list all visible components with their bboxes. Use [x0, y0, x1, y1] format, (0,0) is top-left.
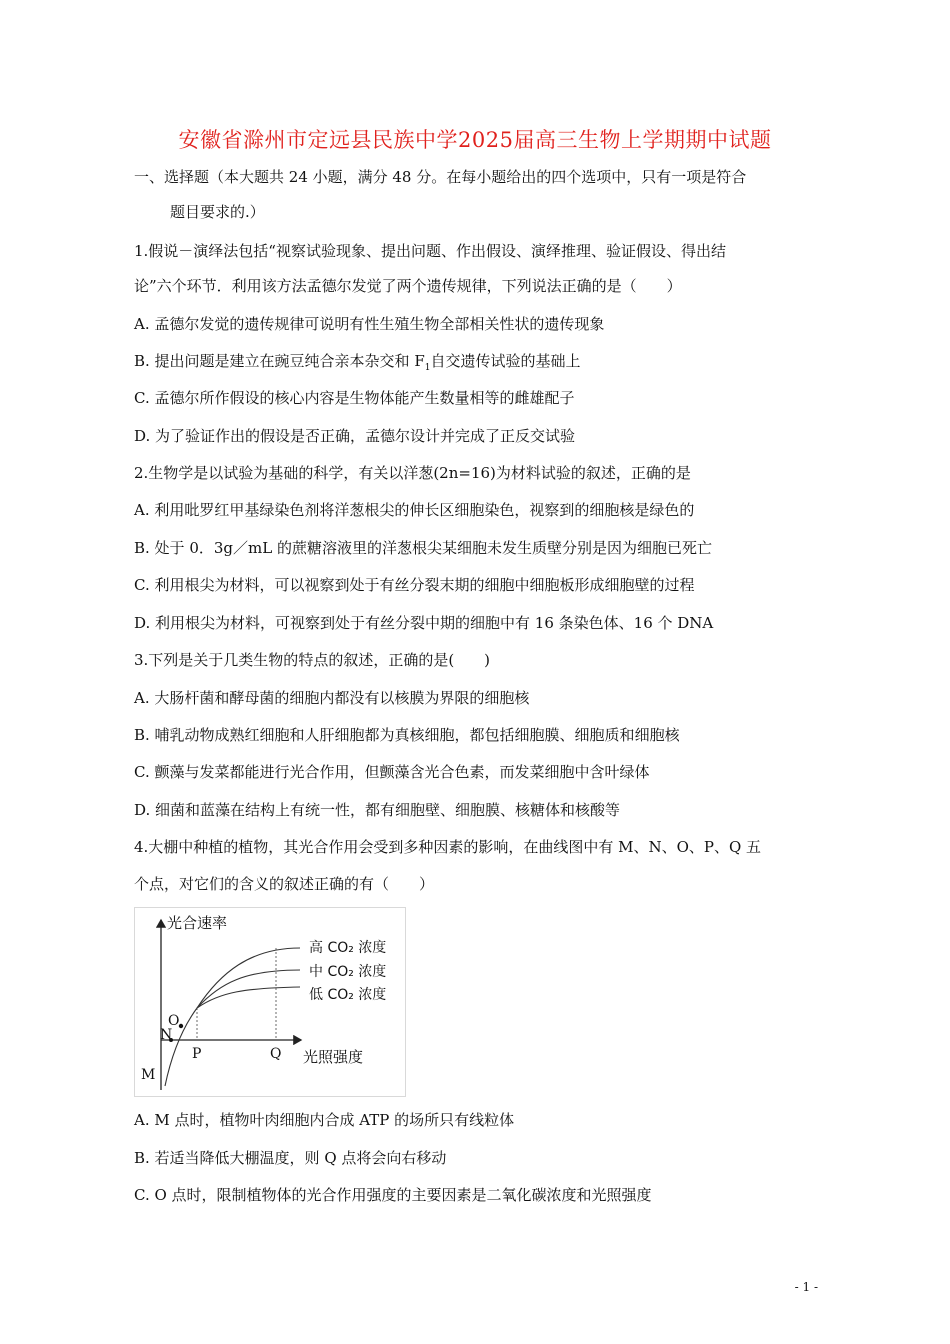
section-header-line2: 题目要求的.） — [170, 203, 265, 221]
question-3-option-d: D. 细菌和蓝藻在结构上有统一性，都有细胞壁、细胞膜、核糖体和核酸等 — [134, 801, 621, 819]
question-4-option-c: C. O 点时，限制植物体的光合作用强度的主要因素是二氧化碳浓度和光照强度 — [134, 1186, 652, 1204]
question-3-stem: 3.下列是关于几类生物的特点的叙述，正确的是( ) — [134, 651, 491, 669]
curve-mid-co2 — [197, 970, 300, 1008]
point-q-label: Q — [270, 1046, 282, 1062]
question-3-option-c: C. 颤藻与发菜都能进行光合作用，但颤藻含光合色素，而发菜细胞中含叶绿体 — [134, 763, 650, 781]
x-axis-label: 光照强度 — [303, 1048, 364, 1066]
question-2-option-a: A. 利用吡罗红甲基绿染色剂将洋葱根尖的伸长区细胞染色，视察到的细胞核是绿色的 — [134, 501, 695, 519]
question-1-option-b — [134, 351, 581, 378]
curve-high-label: 高 CO₂ 浓度 — [309, 940, 387, 956]
question-3-option-a: A. 大肠杆菌和酵母菌的细胞内都没有以核膜为界限的细胞核 — [134, 689, 530, 707]
question-1-stem-line1: 1.假说－演绎法包括“视察试验现象、提出问题、作出假设、演绎推理、验证假设、得出结 — [134, 242, 726, 260]
question-1-option-c: C. 孟德尔所作假设的核心内容是生物体能产生数量相等的雌雄配子 — [134, 389, 575, 407]
curve-mid-label: 中 CO₂ 浓度 — [309, 964, 387, 980]
curve-diagram — [135, 908, 405, 1096]
question-1-option-b-text: B. 提出问题是建立在豌豆纯合亲本杂交和 F — [134, 352, 425, 370]
point-o-label: O — [168, 1013, 180, 1029]
point-m-label: M — [141, 1067, 156, 1083]
curve-low-label: 低 CO₂ 浓度 — [309, 987, 387, 1003]
question-2-option-b: B. 处于 0．3g／mL 的蔗糖溶液里的洋葱根尖某细胞未发生质壁分别是因为细胞已死亡 — [134, 539, 712, 557]
question-1-option-a: A. 孟德尔发觉的遗传规律可说明有性生殖生物全部相关性状的遗传现象 — [134, 315, 605, 333]
question-4-stem-line1: 4.大棚中种植的植物，其光合作用会受到多种因素的影响，在曲线图中有 M、N、O、P、Q 五 — [134, 838, 762, 856]
question-2-option-c: C. 利用根尖为材料，可以视察到处于有丝分裂末期的细胞中细胞板形成细胞壁的过程 — [134, 576, 695, 594]
question-2-stem: 2.生物学是以试验为基础的科学，有关以洋葱(2n=16)为材料试验的叙述，正确的是 — [134, 464, 691, 482]
question-3-option-b: B. 哺乳动物成熟红细胞和人肝细胞都为真核细胞，都包括细胞膜、细胞质和细胞核 — [134, 726, 680, 744]
section-header-line1: 一、选择题（本大题共 24 小题，满分 48 分。在每小题给出的四个选项中，只有一项是符合 — [134, 168, 747, 186]
question-1-option-b-tail: 自交遗传试验的基础上 — [430, 352, 581, 370]
point-n-label: N — [160, 1027, 173, 1043]
question-2-option-d: D. 利用根尖为材料，可视察到处于有丝分裂中期的细胞中有 16 条染色体、16 个 DNA — [134, 614, 714, 632]
curve-low-co2 — [197, 987, 300, 1008]
page-number: - 1 - — [794, 1280, 818, 1294]
question-4-option-a: A. M 点时，植物叶肉细胞内合成 ATP 的场所只有线粒体 — [134, 1111, 515, 1129]
question-4-option-b: B. 若适当降低大棚温度，则 Q 点将会向右移动 — [134, 1149, 447, 1167]
question-4-stem-line2: 个点，对它们的含义的叙述正确的有（ ） — [134, 875, 435, 893]
photosynthesis-curve-figure — [134, 907, 406, 1097]
subscript-1: 1 — [424, 363, 431, 373]
question-1-stem-line2: 论”六个环节．利用该方法孟德尔发觉了两个遗传规律，下列说法正确的是（ ） — [134, 277, 682, 295]
question-1-option-d: D. 为了验证作出的假设是否正确，孟德尔设计并完成了正反交试验 — [134, 427, 576, 445]
point-p-label: P — [192, 1046, 202, 1062]
y-axis-label: 光合速率 — [167, 914, 228, 932]
document-title: 安徽省滁州市定远县民族中学2025届高三生物上学期期中试题 — [178, 128, 772, 152]
